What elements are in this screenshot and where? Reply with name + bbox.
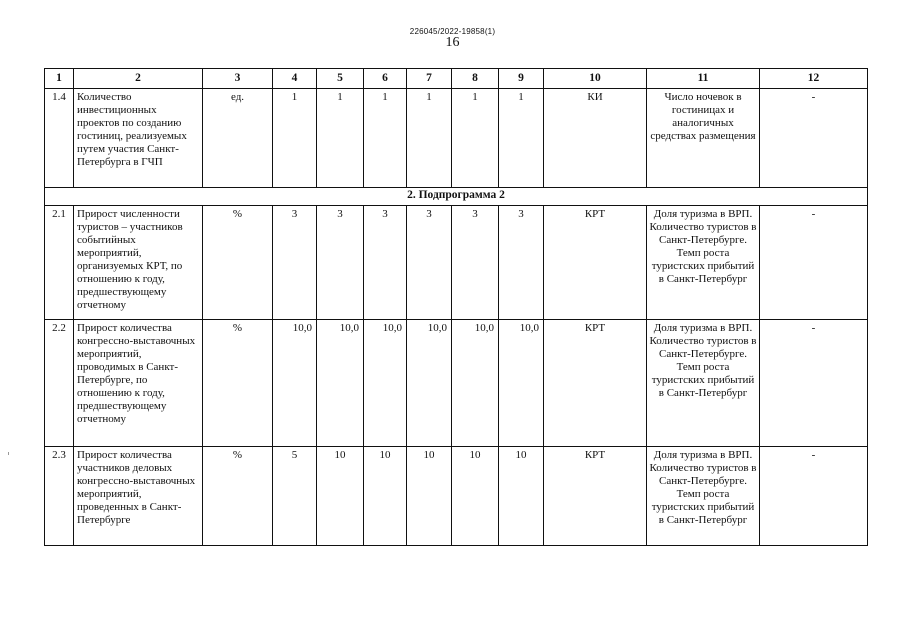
indicator-name: Прирост численности туристов – участников событийных мероприятий, организуемых КРТ, по отношению к году, предшествующему отчетному <box>74 206 203 320</box>
value-cell: 10 <box>407 447 452 546</box>
value-cell: 10 <box>364 447 407 546</box>
column-header: 11 <box>647 69 760 89</box>
row-number: 1.4 <box>45 89 74 188</box>
value-cell: 1 <box>452 89 499 188</box>
related-indicator-cell: Доля туризма в ВРП. Количество туристов в Санкт-Петербурге. Темп роста туристских прибытий в Санкт-Петербург <box>647 320 760 447</box>
column-header: 8 <box>452 69 499 89</box>
column-header: 6 <box>364 69 407 89</box>
row-number: 2.2 <box>45 320 74 447</box>
related-indicator-cell: Доля туризма в ВРП. Количество туристов в Санкт-Петербурге. Темп роста туристских прибытий в Санкт-Петербург <box>647 447 760 546</box>
column-header: 9 <box>499 69 544 89</box>
method-cell: КРТ <box>544 320 647 447</box>
column-header: 12 <box>760 69 868 89</box>
unit-cell: % <box>203 447 273 546</box>
column-header: 5 <box>317 69 364 89</box>
table-header-row <box>45 69 868 89</box>
note-cell: - <box>760 320 868 447</box>
column-header: 2 <box>74 69 203 89</box>
indicator-name: Прирост количества участников деловых конгрессно-выставочных мероприятий, проведенных в Санкт-Петербурге <box>74 447 203 546</box>
row-number: 2.1 <box>45 206 74 320</box>
related-indicator-cell: Доля туризма в ВРП. Количество туристов в Санкт-Петербурге. Темп роста туристских прибытий в Санкт-Петербург <box>647 206 760 320</box>
method-cell: КИ <box>544 89 647 188</box>
value-cell: 1 <box>407 89 452 188</box>
column-header: 3 <box>203 69 273 89</box>
note-cell: - <box>760 206 868 320</box>
unit-cell: % <box>203 206 273 320</box>
note-cell: - <box>760 447 868 546</box>
value-cell: 5 <box>273 447 317 546</box>
value-cell: 3 <box>452 206 499 320</box>
column-header: 10 <box>544 69 647 89</box>
related-indicator-cell: Число ночевок в гостиницах и аналогичных средствах размещения <box>647 89 760 188</box>
value-cell: 10,0 <box>364 320 407 447</box>
column-header: 4 <box>273 69 317 89</box>
indicator-name: Количество инвестиционных проектов по созданию гостиниц, реализуемых путем участия Санкт-Петербурга в ГЧП <box>74 89 203 188</box>
document-registration-number: 226045/2022-19858(1) <box>409 27 496 36</box>
value-cell: 3 <box>317 206 364 320</box>
value-cell: 10 <box>452 447 499 546</box>
value-cell: 1 <box>364 89 407 188</box>
method-cell: КРТ <box>544 447 647 546</box>
margin-mark <box>8 452 9 455</box>
value-cell: 1 <box>499 89 544 188</box>
indicator-name: Прирост количества конгрессно-выставочных мероприятий, проводимых в Санкт-Петербурге, по отношению к году, предшествующему отчетному <box>74 320 203 447</box>
value-cell: 10,0 <box>407 320 452 447</box>
column-header: 1 <box>45 69 74 89</box>
page-number: 16 <box>445 35 460 50</box>
value-cell: 10,0 <box>452 320 499 447</box>
column-header: 7 <box>407 69 452 89</box>
value-cell: 10 <box>317 447 364 546</box>
note-cell: - <box>760 89 868 188</box>
value-cell: 3 <box>364 206 407 320</box>
table-row <box>45 89 868 188</box>
value-cell: 10 <box>499 447 544 546</box>
value-cell: 10,0 <box>499 320 544 447</box>
value-cell: 1 <box>317 89 364 188</box>
value-cell: 3 <box>407 206 452 320</box>
table-row <box>45 206 868 320</box>
unit-cell: ед. <box>203 89 273 188</box>
value-cell: 10,0 <box>317 320 364 447</box>
section-title: 2. Подпрограмма 2 <box>45 188 868 206</box>
value-cell: 1 <box>273 89 317 188</box>
table-row <box>45 320 868 447</box>
value-cell: 3 <box>273 206 317 320</box>
unit-cell: % <box>203 320 273 447</box>
value-cell: 10,0 <box>273 320 317 447</box>
table-row <box>45 447 868 546</box>
value-cell: 3 <box>499 206 544 320</box>
indicators-table <box>44 68 868 546</box>
method-cell: КРТ <box>544 206 647 320</box>
section-row <box>45 188 868 206</box>
row-number: 2.3 <box>45 447 74 546</box>
